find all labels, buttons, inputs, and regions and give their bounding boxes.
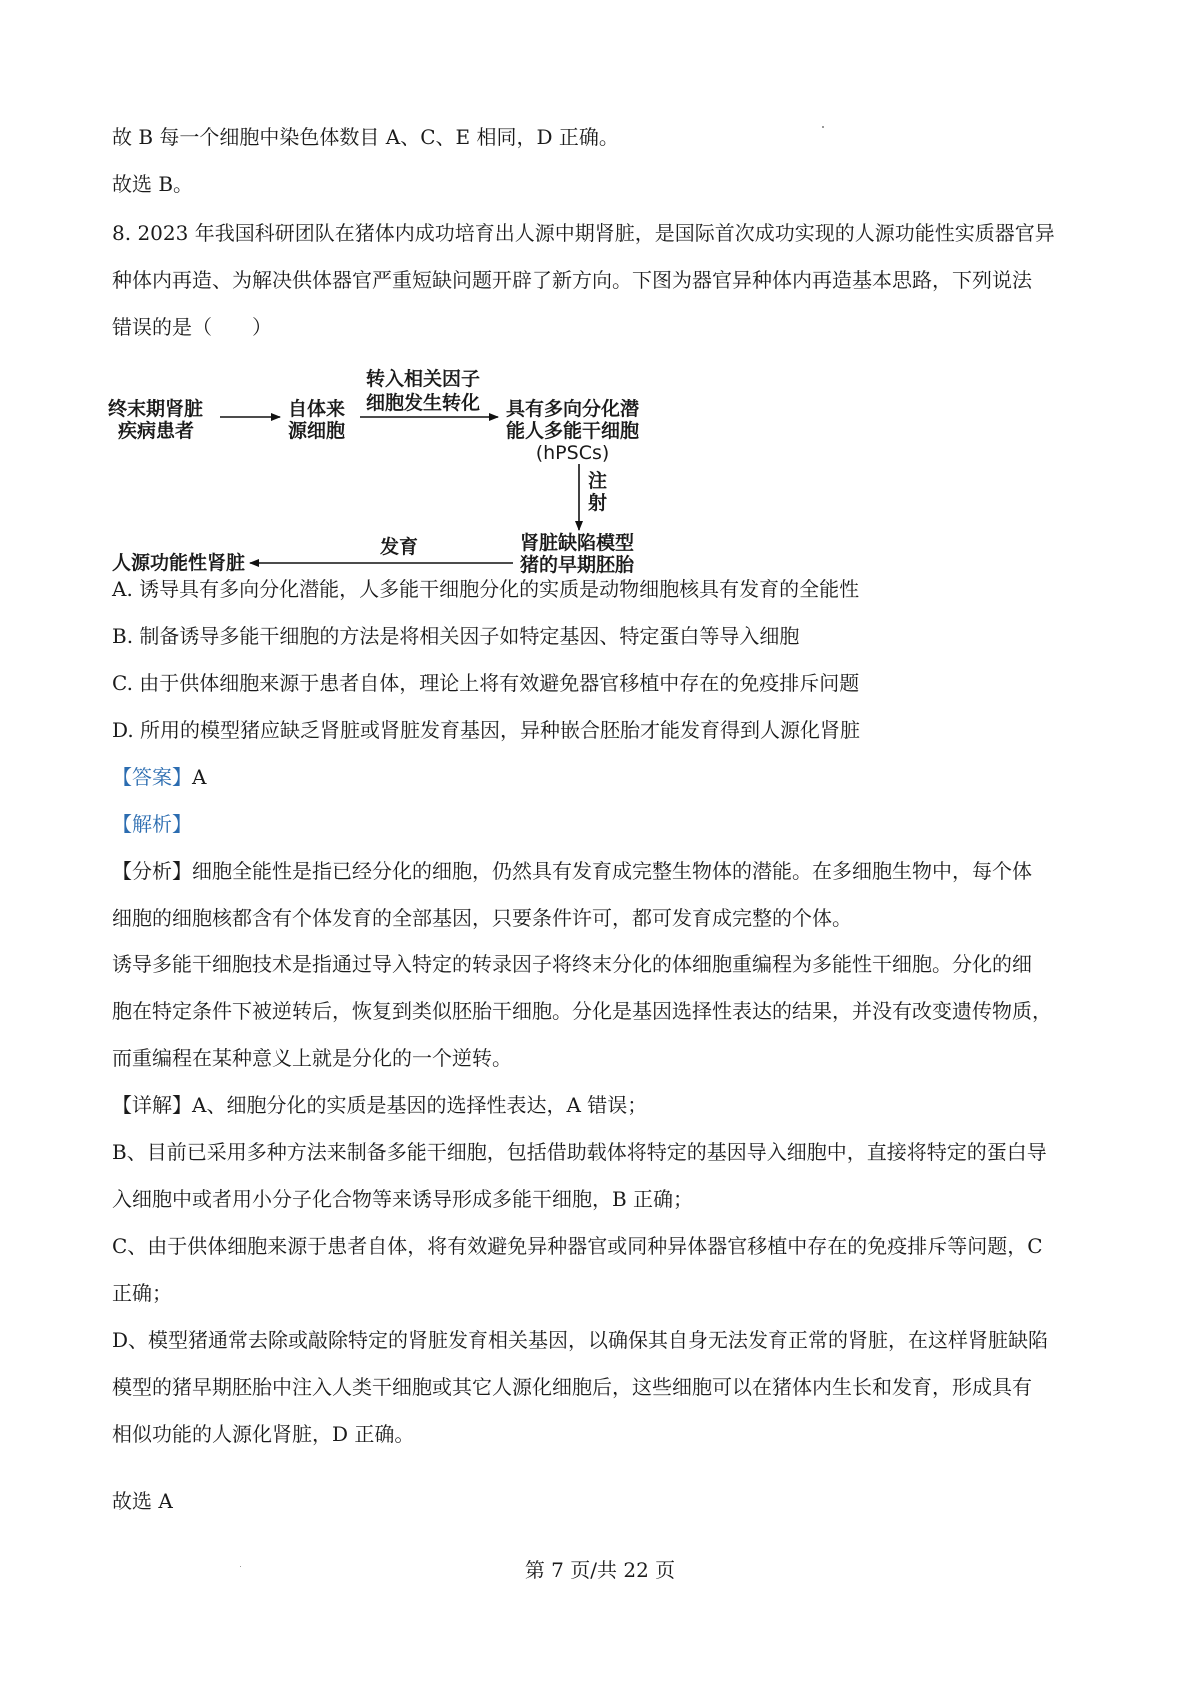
option-d: D. 所用的模型猪应缺乏肾脏或肾脏发育基因，异种嵌合胚胎才能发育得到人源化肾脏 — [112, 718, 861, 742]
detail-d-line2: 模型的猪早期胚胎中注入人类干细胞或其它人源化细胞后，这些细胞可以在猪体内生长和发育，形成具有 — [112, 1375, 1032, 1399]
question-line-2: 种体内再造、为解决供体器官严重短缺问题开辟了新方向。下图为器官异种体内再造基本思路，下列说法 — [112, 268, 1032, 292]
patient-label: 终末期肾脏 疾病患者 — [108, 398, 204, 442]
hpsc-label: 具有多向分化潜 能人多能干细胞 (hPSCs) — [506, 398, 640, 464]
analysis-p1-line1: 【分析】细胞全能性是指已经分化的细胞，仍然具有发育成完整生物体的潜能。在多细胞生物中，每个体 — [112, 859, 1032, 883]
option-b: B. 制备诱导多能干细胞的方法是将相关因子如特定基因、特定蛋白等导入细胞 — [112, 624, 800, 648]
inject-label: 注 射 — [588, 470, 608, 514]
analysis-heading: 【解析】 — [112, 812, 192, 836]
prev-choice-line: 故选 B。 — [112, 172, 194, 196]
page-number: 第 7 页/共 22 页 — [524, 1558, 676, 1582]
detail-b-line1: B、目前已采用多种方法来制备多能干细胞，包括借助载体将特定的基因导入细胞中，直接将特定的蛋白导 — [112, 1140, 1047, 1164]
answer-value: A — [192, 765, 207, 789]
analysis-p2-line3: 而重编程在某种意义上就是分化的一个逆转。 — [112, 1046, 512, 1070]
option-c: C. 由于供体细胞来源于患者自体，理论上将有效避免器官移植中存在的免疫排斥问题 — [112, 671, 860, 695]
detail-d-line3: 相似功能的人源化肾脏，D 正确。 — [112, 1422, 415, 1446]
analysis-p2-line2: 胞在特定条件下被逆转后，恢复到类似胚胎干细胞。分化是基因选择性表达的结果，并没有改变遗传物质， — [112, 999, 1052, 1023]
answer-label: 【答案】 — [112, 765, 192, 789]
detail-b-line2: 入细胞中或者用小分子化合物等来诱导形成多能干细胞，B 正确； — [112, 1187, 694, 1211]
detail-a: 【详解】A、细胞分化的实质是基因的选择性表达，A 错误； — [112, 1093, 648, 1117]
pig-embryo-label: 肾脏缺陷模型 猪的早期胚胎 — [520, 532, 635, 576]
final-choice: 故选 A — [112, 1489, 173, 1513]
analysis-p2-line1: 诱导多能干细胞技术是指通过导入特定的转录因子将终末分化的体细胞重编程为多能性干细胞。分化的细 — [112, 952, 1032, 976]
organ-regeneration-diagram — [108, 360, 668, 595]
scan-speck — [822, 126, 824, 128]
detail-c-line1: C、由于供体细胞来源于患者自体，将有效避免异种器官或同种异体器官移植中存在的免疫排斥等问题，C — [112, 1234, 1043, 1258]
detail-d-line1: D、模型猪通常去除或敲除特定的肾脏发育相关基因，以确保其自身无法发育正常的肾脏，在这样肾脏缺陷 — [112, 1328, 1049, 1352]
detail-c-line2: 正确； — [112, 1281, 172, 1305]
prev-answer-line: 故 B 每一个细胞中染色体数目 A、C、E 相同，D 正确。 — [112, 125, 619, 149]
factor-transfer-label: 转入相关因子 细胞发生转化 — [366, 368, 481, 414]
question-line-1: 8. 2023 年我国科研团队在猪体内成功培育出人源中期肾脏，是国际首次成功实现的人源功能性实质器官异 — [112, 221, 1055, 245]
human-kidney-label: 人源功能性肾脏 — [112, 552, 246, 574]
question-line-3: 错误的是（ ） — [112, 315, 272, 339]
develop-label: 发育 — [380, 536, 419, 558]
option-a: A. 诱导具有多向分化潜能，人多能干细胞分化的实质是动物细胞核具有发育的全能性 — [112, 577, 860, 601]
analysis-p1-line2: 细胞的细胞核都含有个体发育的全部基因，只要条件许可，都可发育成完整的个体。 — [112, 906, 852, 930]
answer-line — [112, 763, 206, 791]
autologous-cell-label: 自体来 源细胞 — [288, 398, 346, 442]
